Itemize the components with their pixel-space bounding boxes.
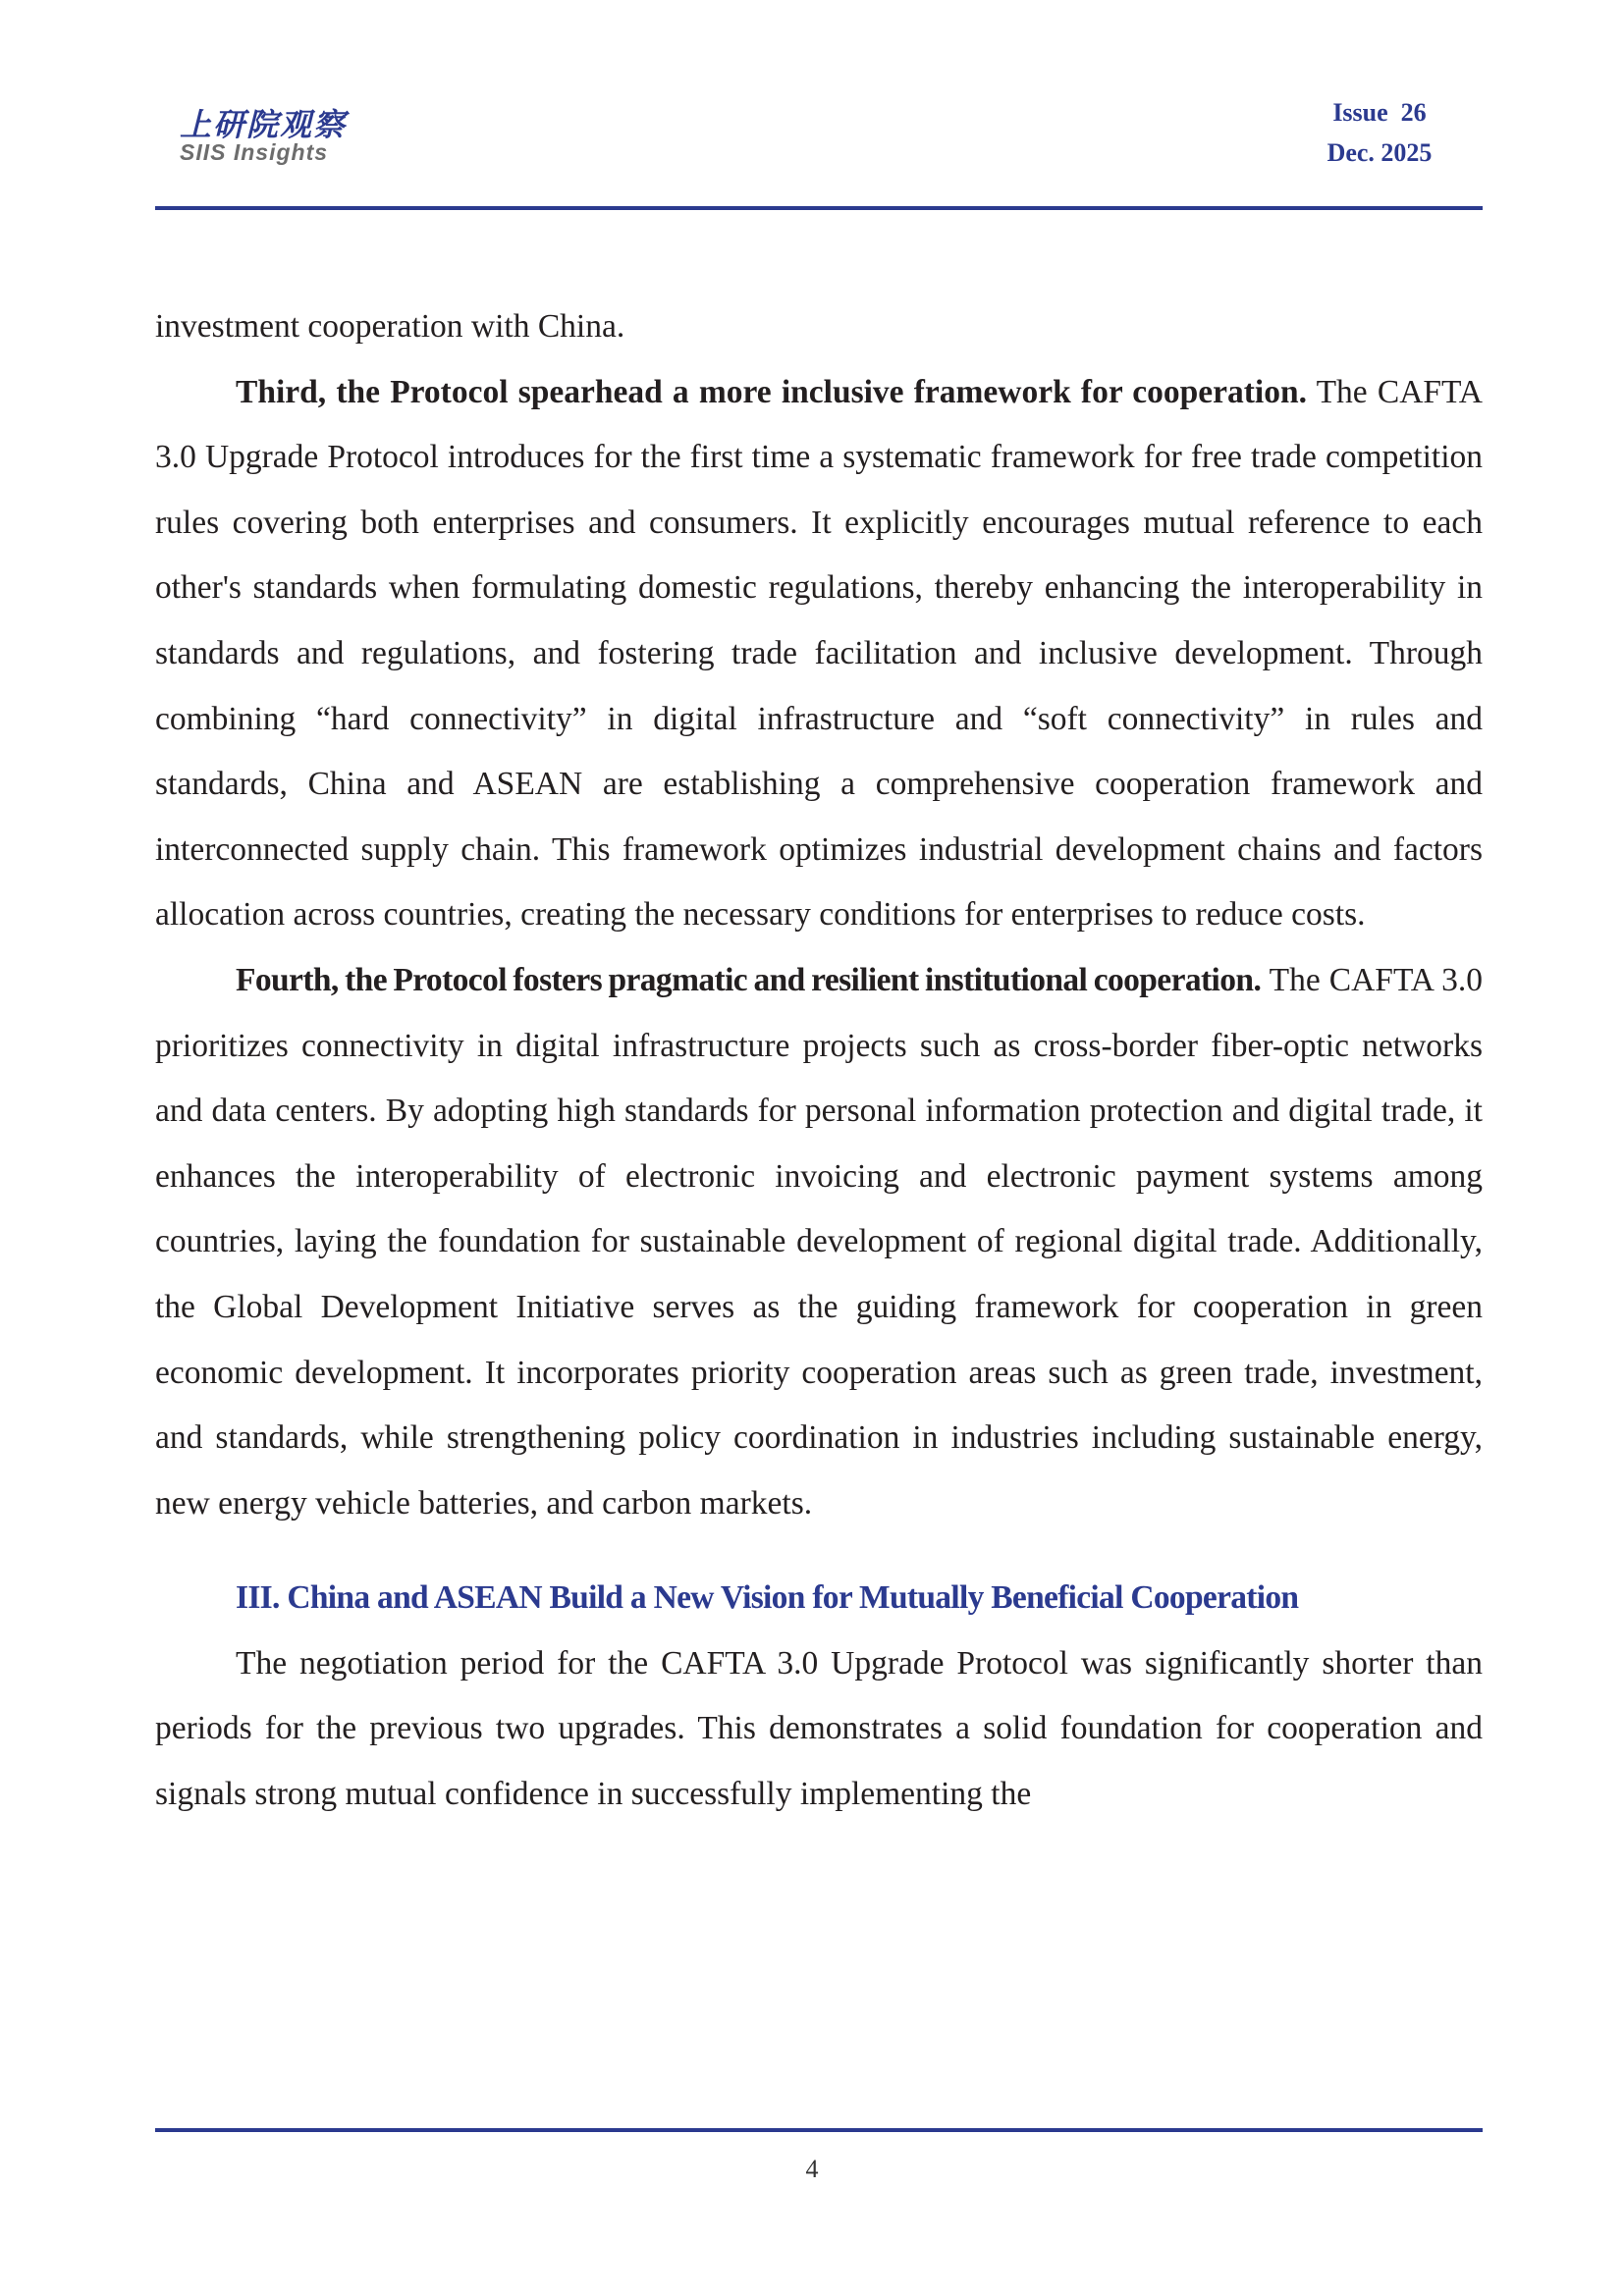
page-number: 4 (805, 2155, 819, 2183)
paragraph-continuation: investment cooperation with China. (155, 308, 625, 345)
issue-number: Issue 26 (1332, 98, 1427, 127)
paragraph-fourth-point (155, 948, 1483, 1536)
paragraph-text: The CAFTA 3.0 Upgrade Protocol introduces for the first time a systematic framework for free trade competition rules covering both enterprises and consumers. It explicitly encourages mutual reference to each other's standards when formulating domestic regulations, thereby enhancing the interoperability in standards and regulations, and fostering trade facilitation and inclusive development. Through combining “hard connectivity” in digital infrastructure and “soft connectivity” in rules and standards, China and ASEAN are establishing a comprehensive cooperation framework and interconnected supply chain. This framework optimizes industrial development chains and factors allocation across countries, creating the necessary conditions for enterprises to reduce costs. (155, 373, 1483, 934)
section-heading: III. China and ASEAN Build a New Vision for Mutually Beneficial Cooperation (236, 1579, 1299, 1617)
paragraph-lead: Third, the Protocol spearhead a more inclusive framework for cooperation. (236, 373, 1307, 410)
paragraph-text: The CAFTA 3.0 prioritizes connectivity in digital infrastructure projects such as cross-border fiber-optic networks and data centers. By adopting high standards for personal information protection and digital trade, it enhances the interoperability of electronic invoicing and electronic payment systems among countries, laying the foundation for sustainable development of regional digital trade. Additionally, the Global Development Initiative serves as the guiding framework for cooperation in green economic development. It incorporates priority cooperation areas such as green trade, investment, and standards, while strengthening policy coordination in industries including sustainable energy, new energy vehicle batteries, and carbon markets. (155, 961, 1483, 1522)
paragraph-lead: Fourth, the Protocol fosters pragmatic and resilient institutional cooperation. (236, 961, 1262, 998)
logo-chinese: 上研院观察 (180, 106, 348, 143)
logo-english: SIIS Insights (180, 139, 329, 165)
article-body (155, 294, 1483, 1828)
paragraph-third-point (155, 360, 1483, 948)
header-divider (155, 206, 1483, 210)
paragraph-section-three: The negotiation period for the CAFTA 3.0 Upgrade Protocol was significantly shorter than periods for the previous two upgrades. This demonstrates a solid foundation for cooperation and signals strong mutual confidence in successfully implementing the (155, 1644, 1483, 1813)
issue-date: Dec. 2025 (1326, 138, 1433, 167)
footer-divider (155, 2128, 1483, 2132)
